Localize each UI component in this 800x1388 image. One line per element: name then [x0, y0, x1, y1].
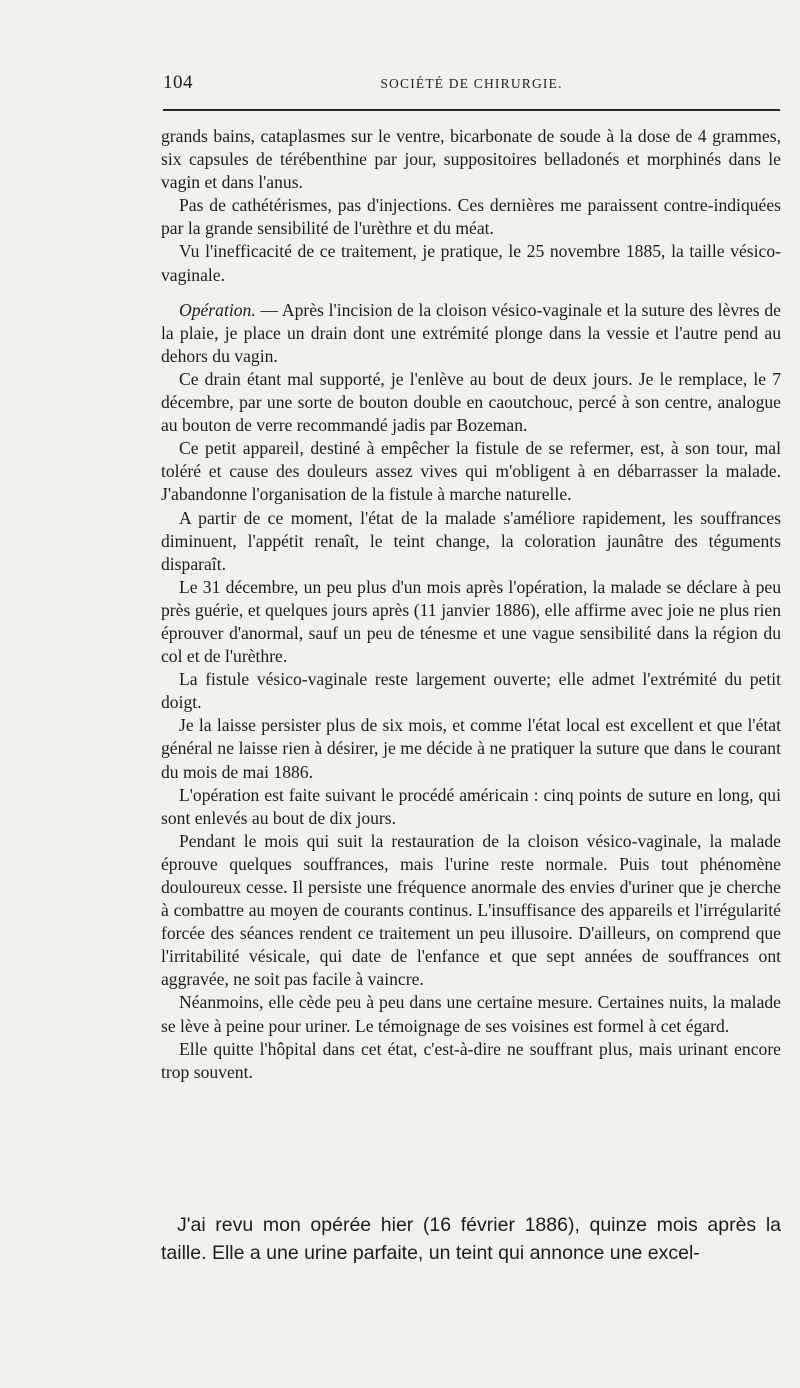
paragraph-14: Elle quitte l'hôpital dans cet état, c'est-à-dire ne souffrant plus, mais urinant encore trop souvent. [161, 1038, 781, 1082]
paragraph-8: Le 31 décembre, un peu plus d'un mois après l'opération, la malade se déclare à peu près guérie, et quelques jours après (11 janvier 1886), elle affirme avec joie ne plus rien éprouver d'anormal, sauf un peu de ténesme et une vague sensibilité dans la région du col et de l'urèthre. [161, 576, 781, 667]
paragraph-10: Je la laisse persister plus de six mois, et comme l'état local est excellent et que l'état général ne laisse rien à désirer, je me décide à ne pratiquer la suture que dans le courant du mois de mai 1886. [161, 715, 781, 782]
paragraph-5: Ce drain étant mal supporté, je l'enlève au bout de deux jours. Je le remplace, le 7 décembre, par une sorte de bouton double en caoutchouc, percé à son centre, analogue au bouton de verre recommandé jadis par Bozeman. [161, 368, 781, 436]
paragraph-3: Vu l'inefficacité de ce traitement, je pratique, le 25 novembre 1885, la taille vésico-vaginale. [161, 241, 781, 285]
final-paragraph: J'ai revu mon opérée hier (16 février 1886), quinze mois après la taille. Elle a une urine parfaite, un teint qui annonce une excel- [161, 1214, 781, 1264]
paragraph-6: Ce petit appareil, destiné à empêcher la fistule de se refermer, est, à son tour, mal toléré et cause des douleurs assez vives qui m'obligent à en débarrasser la malade. J'abandonne l'organisation de la fistule à marche naturelle. [161, 438, 781, 505]
final-paragraph-block [161, 1211, 781, 1267]
paragraph-12: Pendant le mois qui suit la restauration de la cloison vésico-vaginale, la malade éprouve quelques souffrances, mais l'urine reste normale. Puis tout phénomène douloureux cesse. Il persiste une fréquence anormale des envies d'uriner que je cherche à combattre au moyen de courants continus. L'insuffisance des appareils et l'irrégularité forcée des séances rendent ce traitement un peu illusoire. D'ailleurs, on comprend que l'irritabilité vésicale, qui date de l'enfance et que sept années de souffrances ont aggravée, ne soit pas facile à vaincre. [161, 830, 781, 990]
paragraph-11: L'opération est faite suivant le procédé américain : cinq points de suture en long, qui sont enlevés au bout de dix jours. [161, 784, 781, 828]
page-header [163, 72, 780, 100]
paragraph-1: grands bains, cataplasmes sur le ventre, bicarbonate de soude à la dose de 4 grammes, six capsules de térébenthine par jour, suppositoires belladonés et morphinés dans le vagin et dans l'anus. [161, 126, 781, 193]
paragraph-7: A partir de ce moment, l'état de la malade s'améliore rapidement, les souffrances diminuent, l'appétit renaît, le teint change, la coloration jaunâtre des téguments disparaît. [161, 507, 781, 574]
running-title: SOCIÉTÉ DE CHIRURGIE. [380, 76, 563, 91]
operation-text: — Après l'incision de la cloison vésico-vaginale et la suture des lèvres de la plaie, je place un drain dont une extrémité plonge dans la vessie et l'autre pend au dehors du vagin. [161, 299, 781, 366]
paragraph-2: Pas de cathétérismes, pas d'injections. Ces dernières me paraissent contre-indiquées par la grande sensibilité de l'urèthre et du méat. [161, 195, 781, 239]
paragraph-9: La fistule vésico-vaginale reste largement ouverte; elle admet l'extrémité du petit doigt. [161, 669, 781, 713]
paragraph-operation [161, 299, 781, 368]
paragraph-13: Néanmoins, elle cède peu à peu dans une certaine mesure. Certaines nuits, la malade se lève à peine pour uriner. Le témoignage de ses voisines est formel à cet égard. [161, 992, 781, 1036]
body-text [161, 125, 781, 1084]
operation-heading: Opération. [179, 299, 256, 320]
page-number: 104 [163, 72, 193, 93]
header-rule [163, 109, 780, 111]
